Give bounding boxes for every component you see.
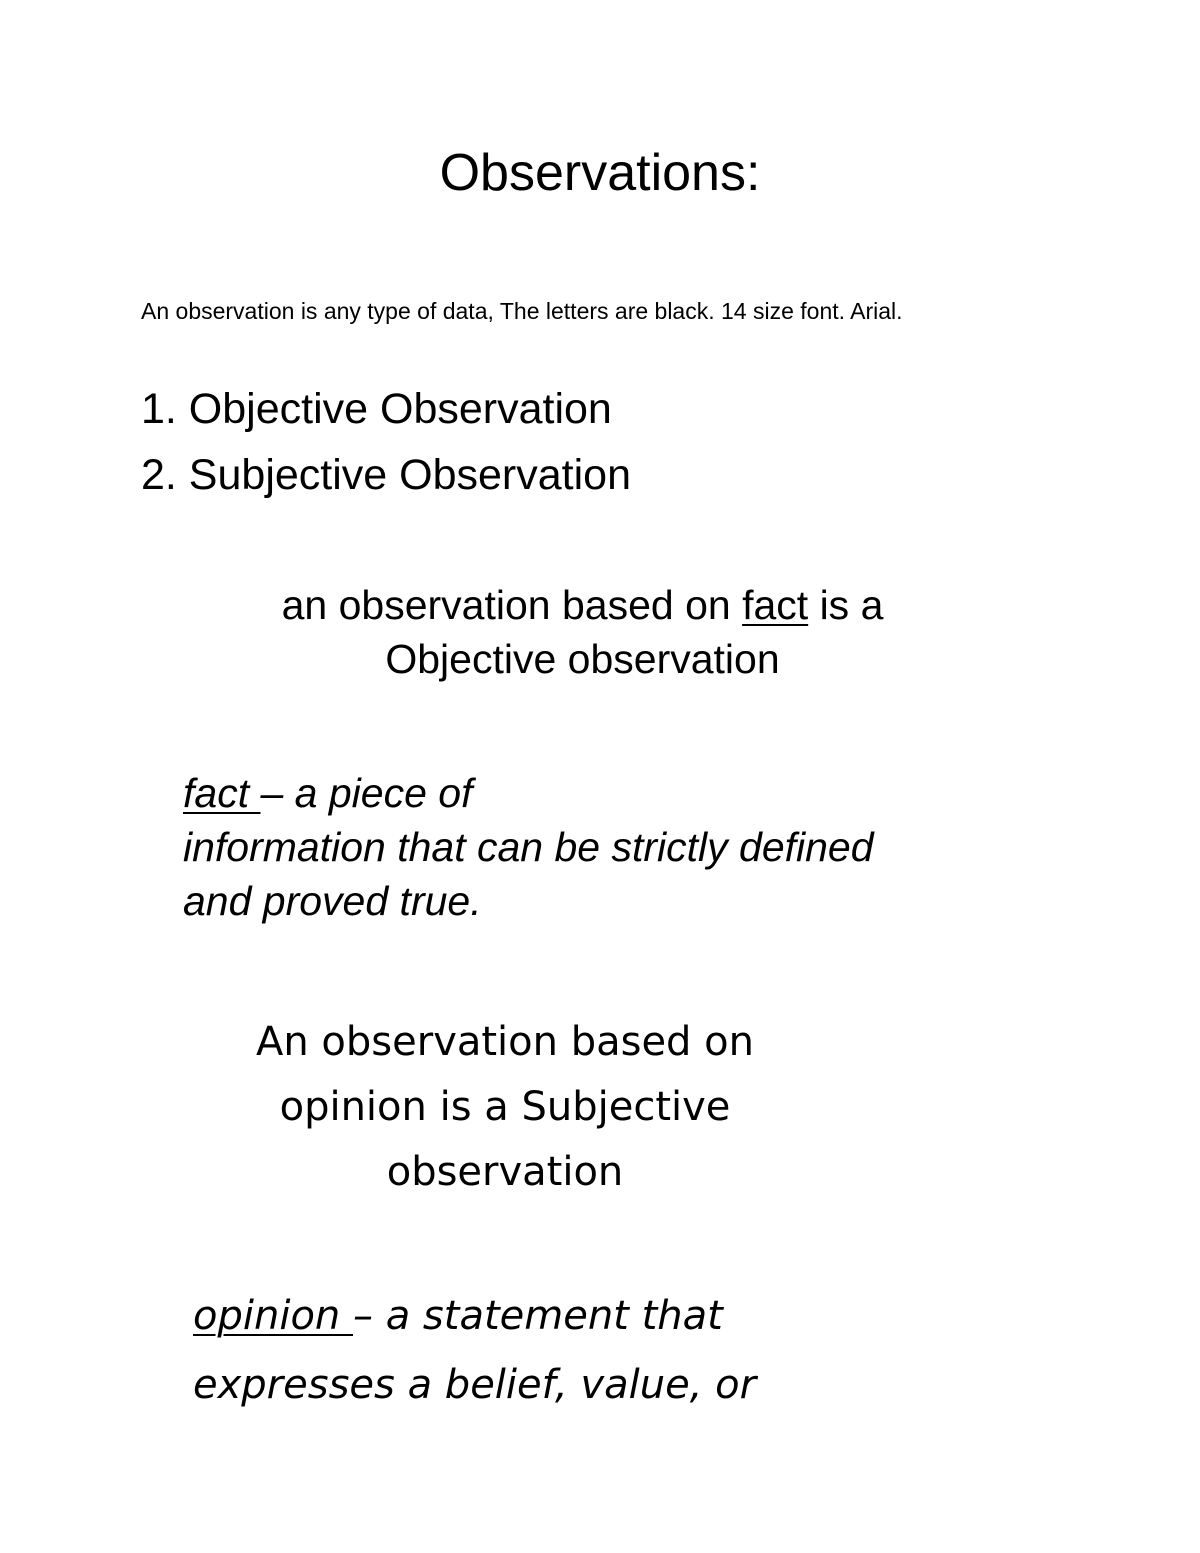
subjective-line-2: opinion is a Subjective (279, 1084, 731, 1130)
page-title: Observations: (439, 144, 761, 202)
objective-line-1: an observation based on fact is a (281, 582, 884, 628)
fact-term: fact (183, 770, 261, 816)
opinion-definition-line-2: expresses a belief, value, or (193, 1362, 757, 1408)
subjective-statement (0, 1010, 1010, 1205)
observation-types-list (141, 376, 631, 508)
list-item-subjective: 2. Subjective Observation (141, 451, 631, 499)
intro-text: An observation is any type of data, The letters are black. 14 size font. Arial. (141, 298, 903, 324)
fact-definition-line-3: and proved true. (183, 878, 482, 924)
fact-definition-line-1: fact – a piece of (183, 770, 473, 816)
subjective-line-1: An observation based on (256, 1019, 754, 1065)
opinion-definition-line-1: opinion – a statement that (193, 1293, 723, 1339)
fact-definition-line-2: information that can be strictly defined (183, 824, 874, 870)
fact-definition (183, 766, 1083, 928)
opinion-term: opinion (193, 1293, 353, 1339)
subjective-line-3: observation (386, 1149, 624, 1195)
list-item-objective: 1. Objective Observation (141, 385, 612, 433)
objective-statement (0, 578, 1165, 686)
fact-keyword: fact (742, 582, 809, 628)
objective-line-2: Objective observation (385, 636, 780, 682)
opinion-definition (193, 1282, 1093, 1420)
